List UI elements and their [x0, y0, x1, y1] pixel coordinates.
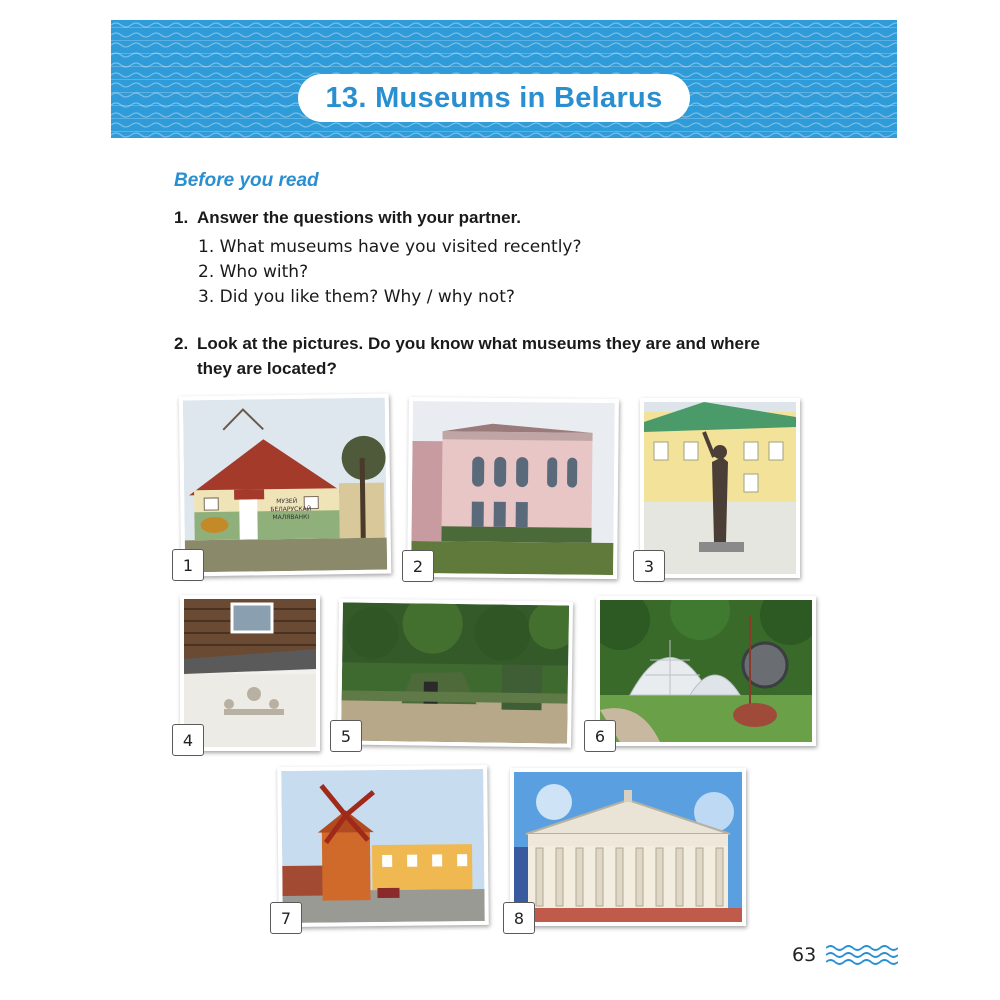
- picture-1: [179, 394, 391, 577]
- task-2-number: 2.: [174, 334, 189, 353]
- footer-wave-icon: [826, 944, 898, 966]
- task-1-instruction: [174, 205, 521, 230]
- section-heading: Before you read: [174, 170, 319, 191]
- question-3: 3. Did you like them? Why / why not?: [198, 287, 515, 307]
- chapter-title: 13. Museums in Belarus: [298, 74, 690, 122]
- task-2-instruction: [174, 331, 760, 381]
- picture-1-number: 1: [172, 549, 204, 581]
- task-2-text-line2: they are located?: [197, 359, 337, 378]
- museum-8-image: [514, 772, 742, 922]
- picture-4-number: 4: [172, 724, 204, 756]
- museum-4-image: [184, 599, 316, 747]
- picture-2-number: 2: [402, 550, 434, 582]
- picture-7: [277, 765, 489, 927]
- museum-1-image: [183, 398, 387, 573]
- picture-5: [337, 598, 573, 747]
- museum-3-image: [644, 402, 796, 574]
- task-1-text: Answer the questions with your partner.: [197, 208, 521, 227]
- picture-6: [596, 596, 816, 746]
- picture-8-number: 8: [503, 902, 535, 934]
- picture-6-number: 6: [584, 720, 616, 752]
- picture-3-number: 3: [633, 550, 665, 582]
- picture-2: [407, 397, 619, 579]
- picture-7-number: 7: [270, 902, 302, 934]
- museum-sign-line1: МУЗЕЙ: [276, 497, 298, 506]
- task-2-text-line1: Look at the pictures. Do you know what museums they are and where: [197, 334, 761, 353]
- question-2: 2. Who with?: [198, 262, 309, 282]
- task-1-number: 1.: [174, 208, 189, 227]
- picture-8: [510, 768, 746, 926]
- museum-7-image: [281, 769, 485, 923]
- museum-2-image: [411, 401, 615, 575]
- picture-5-number: 5: [330, 720, 362, 752]
- question-1: 1. What museums have you visited recently?: [198, 237, 582, 257]
- page-number: 63: [792, 944, 817, 966]
- museum-sign-line3: МАЛЯВАНКІ: [272, 513, 310, 522]
- museum-sign-line2: БЕЛАРУСКАЙ: [270, 505, 312, 514]
- museum-6-image: [600, 600, 812, 742]
- museum-5-image: [341, 602, 569, 743]
